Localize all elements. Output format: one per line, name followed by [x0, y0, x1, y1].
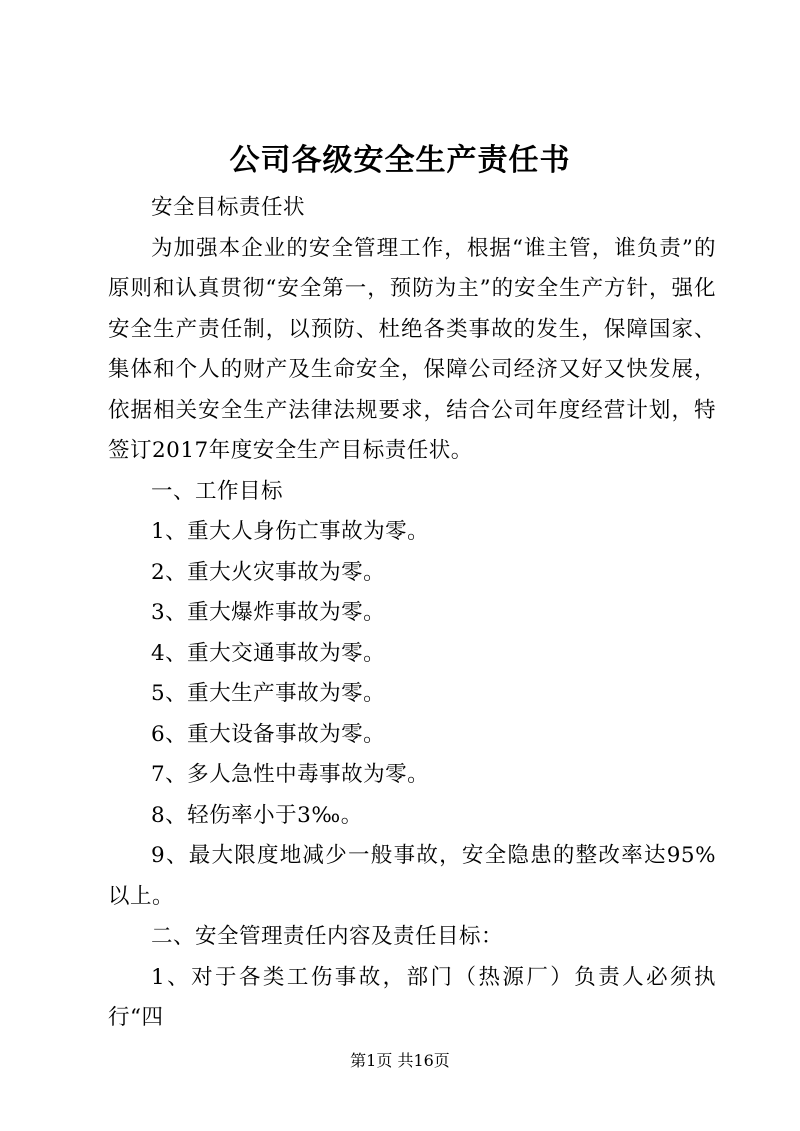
list-item-goal-5: 5、重大生产事故为零。: [151, 681, 386, 706]
page-number-footer: 第1页 共16页: [350, 1051, 450, 1070]
paragraph-intro: 为加强本企业的安全管理工作，根据“谁主管，谁负责”的原则和认真贯彻“安全第一，预防为主”的安全生产方针，强化安全生产责任制，以预防、杜绝各类事故的发生，保障国家、集体和个人的财产及生命安全，保障公司经济又好又快发展，依据相关安全生产法律法规要求，结合公司年度经营计划，特签订2017年度安全生产目标责任状。: [108, 235, 716, 463]
list-item-goal-2: 2、重大火灾事故为零。: [151, 559, 386, 585]
list-item-responsibility-1: 1、对于各类工伤事故，部门（热源厂）负责人必须执行“四: [108, 964, 716, 1030]
list-item-goal-7: 7、多人急性中毒事故为零。: [151, 762, 430, 787]
list-item-goal-3: 3、重大爆炸事故为零。: [151, 600, 386, 625]
list-item-goal-4: 4、重大交通事故为零。: [151, 640, 386, 666]
document-body: [108, 188, 716, 1039]
paragraph-subtitle: 安全目标责任状: [151, 195, 306, 220]
list-item-goal-9: 9、最大限度地减少一般事故，安全隐患的整改率达95%以上。: [108, 843, 716, 909]
list-item-goal-8: 8、轻伤率小于3‰。: [151, 802, 363, 828]
section-heading-work-goals: 一、工作目标: [151, 478, 284, 504]
section-heading-responsibilities: 二、安全管理责任内容及责任目标：: [151, 924, 504, 949]
list-item-goal-1: 1、重大人身伤亡事故为零。: [151, 519, 430, 544]
document-title: 公司各级安全生产责任书: [229, 143, 571, 178]
list-item-goal-6: 6、重大设备事故为零。: [151, 721, 386, 747]
